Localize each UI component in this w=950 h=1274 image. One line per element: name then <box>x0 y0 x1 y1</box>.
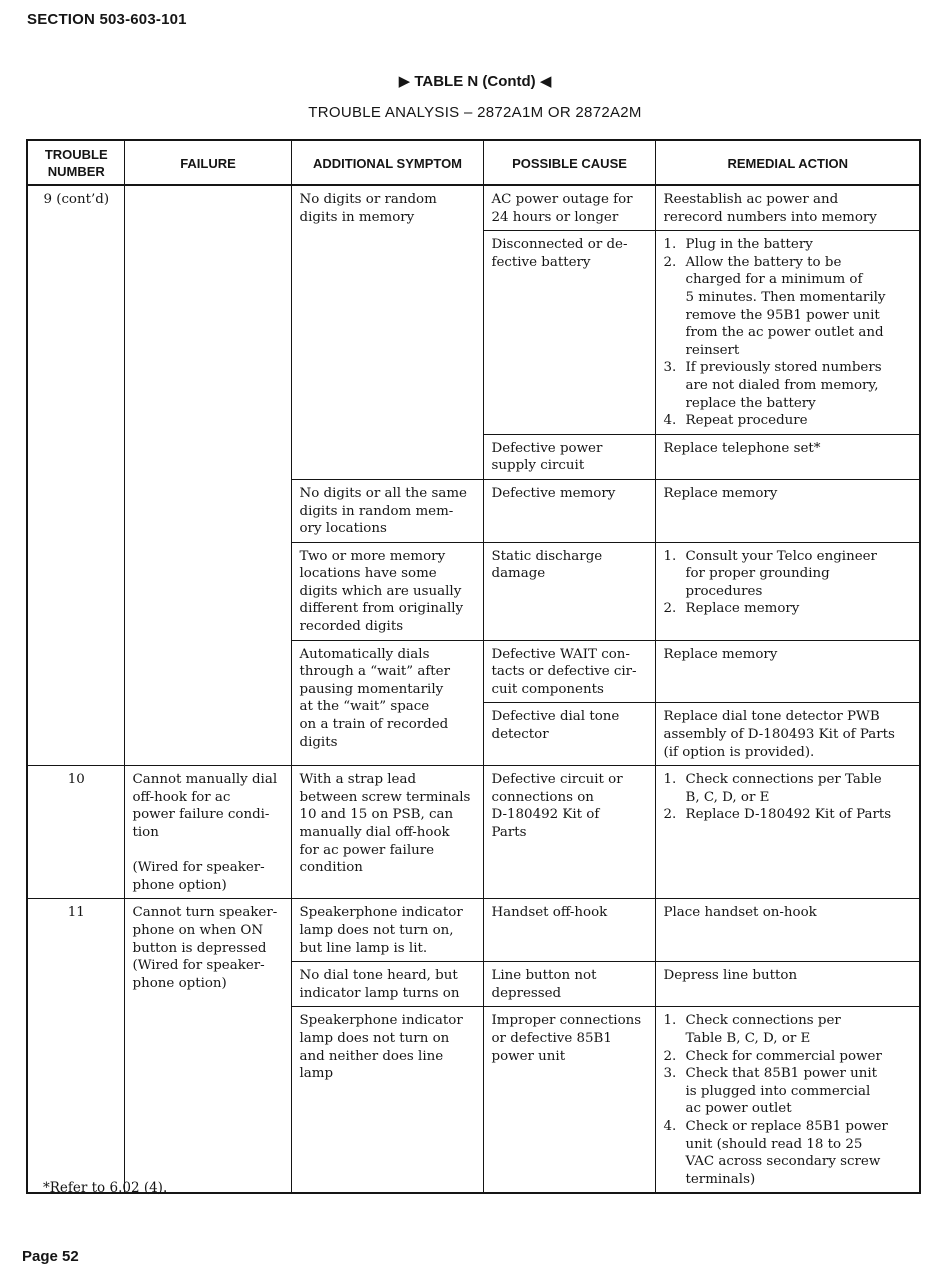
remedial-action-cell <box>655 1007 920 1193</box>
failure-text: phone option) <box>132 975 227 991</box>
remedial-step <box>664 1012 913 1047</box>
cause-cell <box>483 185 655 231</box>
step-text: replace the battery <box>685 395 816 411</box>
step-number: 2. <box>663 601 677 617</box>
remedial-step <box>664 1118 913 1188</box>
step-text: are not dialed from memory, <box>685 377 879 393</box>
step-text: for proper grounding <box>685 566 830 582</box>
remedial-step <box>664 548 913 601</box>
symptom-text: on a train of recorded <box>299 717 449 733</box>
remedial-action-cell <box>655 185 920 231</box>
cause-cell <box>483 434 655 479</box>
column-header: ADDITIONAL SYMPTOM <box>291 140 483 185</box>
symptom-text: No digits or all the same <box>299 485 467 501</box>
step-text: Check or replace 85B1 power <box>685 1118 888 1134</box>
symptom-text: No digits or random <box>299 192 437 207</box>
failure-cell <box>124 766 291 899</box>
cause-text: supply circuit <box>491 458 585 474</box>
action-text: (if option is provided). <box>663 744 815 760</box>
cause-cell <box>483 1007 655 1193</box>
remedial-step <box>664 806 913 824</box>
step-text: Replace memory <box>685 601 800 617</box>
symptom-cell <box>291 479 483 542</box>
step-number: 1. <box>663 237 677 253</box>
step-text: remove the 95B1 power unit <box>685 307 880 323</box>
remedial-steps-list <box>664 236 913 430</box>
symptom-cell <box>291 1007 483 1193</box>
step-text: procedures <box>685 583 763 599</box>
cause-text: tacts or defective cir- <box>491 664 637 680</box>
step-number: 3. <box>663 1066 677 1082</box>
footnote: *Refer to 6.02 (4). <box>43 1180 168 1196</box>
symptom-text: and neither does line <box>299 1048 444 1064</box>
table-row <box>27 185 920 231</box>
step-number: 2. <box>663 254 677 270</box>
action-text: Depress line button <box>663 968 798 984</box>
step-number: 3. <box>663 360 677 376</box>
cause-text: connections on <box>491 789 594 805</box>
step-text: If previously stored numbers <box>685 360 882 376</box>
symptom-cell <box>291 766 483 899</box>
cause-text: fective battery <box>491 254 591 270</box>
cause-text: detector <box>491 727 549 743</box>
action-text: Place handset on-hook <box>663 905 817 921</box>
symptom-cell <box>291 640 483 766</box>
symptom-text: Speakerphone indicator <box>299 1013 463 1029</box>
action-text: Replace memory <box>663 485 778 501</box>
table-title: ▶ TABLE N (Contd) ◀ <box>398 73 552 90</box>
table-body <box>27 185 920 1193</box>
step-text: 5 minutes. Then momentarily <box>685 289 886 305</box>
symptom-text: manually dial off-hook <box>299 825 450 840</box>
remedial-steps-list <box>664 1012 913 1188</box>
symptom-text: at the “wait” space <box>299 699 430 715</box>
cause-cell <box>483 703 655 766</box>
cause-text: Defective WAIT con- <box>491 646 630 662</box>
step-text: Check that 85B1 power unit <box>685 1066 878 1082</box>
symptom-text: No dial tone heard, but <box>299 968 458 984</box>
cause-text: power unit <box>491 1048 566 1064</box>
action-text: Replace dial tone detector PWB <box>663 709 880 725</box>
symptom-text: digits in memory <box>299 209 415 225</box>
cause-text: or defective 85B1 <box>491 1030 612 1046</box>
action-text: Replace telephone set* <box>663 440 821 456</box>
failure-text: Cannot manually dial <box>132 772 278 788</box>
failure-cell <box>124 185 291 766</box>
cause-cell <box>483 766 655 899</box>
step-text: reinsert <box>685 342 740 358</box>
cause-cell <box>483 899 655 962</box>
table-row <box>27 899 920 962</box>
cause-text: D-180492 Kit of <box>491 807 600 823</box>
failure-text: (Wired for speaker- <box>132 860 265 876</box>
trouble-analysis-table <box>26 139 921 1194</box>
symptom-text: Two or more memory <box>299 548 446 564</box>
step-text: Check for commercial power <box>685 1048 882 1064</box>
cause-cell <box>483 962 655 1007</box>
remedial-step <box>664 359 913 412</box>
symptom-text: condition <box>299 860 363 876</box>
symptom-text: ory locations <box>299 521 387 537</box>
action-text: rerecord numbers into memory <box>663 209 877 225</box>
cause-text: Line button not <box>491 968 597 984</box>
symptom-text: through a “wait” after <box>299 664 450 680</box>
remedial-action-cell <box>655 703 920 766</box>
step-text: Repeat procedure <box>685 413 808 429</box>
symptom-cell <box>291 899 483 962</box>
cause-cell <box>483 479 655 542</box>
step-number: 1. <box>663 772 677 788</box>
column-header: POSSIBLE CAUSE <box>483 140 655 185</box>
remedial-step <box>664 600 913 618</box>
symptom-text: different from originally <box>299 601 464 617</box>
remedial-step <box>664 412 913 430</box>
symptom-text: locations have some <box>299 566 437 582</box>
remedial-step <box>664 254 913 360</box>
remedial-action-cell <box>655 766 920 899</box>
symptom-text: for ac power failure <box>299 842 435 858</box>
cause-text: depressed <box>491 985 562 1001</box>
action-text: Replace memory <box>663 646 778 662</box>
step-text: charged for a minimum of <box>685 272 863 288</box>
symptom-cell <box>291 962 483 1007</box>
cause-text: Improper connections <box>491 1013 642 1029</box>
symptom-text: Speakerphone indicator <box>299 905 463 921</box>
step-text: Replace D-180492 Kit of Parts <box>685 807 892 823</box>
cause-text: Defective power <box>491 440 603 456</box>
failure-text: (Wired for speaker- <box>132 958 265 974</box>
failure-text: phone option) <box>132 877 227 893</box>
failure-text: power failure condi- <box>132 807 270 823</box>
cause-text: Defective dial tone <box>491 709 620 725</box>
step-text: from the ac power outlet and <box>685 325 884 341</box>
failure-text: off-hook for ac <box>132 789 231 805</box>
table-header-row <box>27 140 920 185</box>
trouble-number-cell: 9 (cont’d) <box>27 185 124 766</box>
failure-text <box>133 842 284 860</box>
cause-text: Static discharge <box>491 548 603 564</box>
step-text: Allow the battery to be <box>685 254 842 270</box>
step-text: is plugged into commercial <box>685 1083 871 1099</box>
cause-cell <box>483 231 655 435</box>
trouble-number-cell: 10 <box>27 766 124 899</box>
action-text: assembly of D-180493 Kit of Parts <box>663 727 895 743</box>
cause-cell <box>483 542 655 640</box>
step-text: Plug in the battery <box>685 237 813 253</box>
symptom-text: With a strap lead <box>299 772 417 788</box>
cause-text: Handset off-hook <box>491 905 608 921</box>
failure-cell <box>124 899 291 1193</box>
remedial-action-cell <box>655 434 920 479</box>
column-header: FAILURE <box>124 140 291 185</box>
symptom-text: digits <box>299 734 338 750</box>
remedial-action-cell <box>655 479 920 542</box>
step-text: unit (should read 18 to 25 <box>685 1136 863 1152</box>
symptom-text: lamp does not turn on <box>299 1030 450 1046</box>
step-text: Check connections per Table <box>685 772 882 788</box>
step-number: 1. <box>663 548 677 564</box>
section-header: SECTION 503-603-101 <box>27 11 187 28</box>
symptom-cell <box>291 185 483 479</box>
trouble-number-cell: 11 <box>27 899 124 1193</box>
remedial-action-cell <box>655 640 920 703</box>
cause-text: Parts <box>491 825 527 840</box>
symptom-text: Automatically dials <box>299 646 430 662</box>
symptom-cell <box>291 542 483 640</box>
failure-text: button is depressed <box>132 940 267 956</box>
cause-text: damage <box>491 566 546 582</box>
column-header: REMEDIAL ACTION <box>655 140 920 185</box>
step-text: B, C, D, or E <box>685 789 770 805</box>
cause-text: Defective memory <box>491 485 616 501</box>
cause-text: 24 hours or longer <box>491 209 619 225</box>
remedial-step <box>664 1065 913 1118</box>
remedial-action-cell <box>655 899 920 962</box>
remedial-action-cell <box>655 962 920 1007</box>
step-text: Check connections per <box>685 1013 841 1029</box>
column-header: TROUBLE NUMBER <box>27 140 124 185</box>
step-number: 2. <box>663 1048 677 1064</box>
remedial-step <box>664 771 913 806</box>
page-number: Page 52 <box>22 1248 79 1265</box>
step-text: ac power outlet <box>685 1101 792 1117</box>
step-number: 2. <box>663 807 677 823</box>
symptom-text: digits which are usually <box>299 583 462 599</box>
step-number: 1. <box>663 1013 677 1029</box>
symptom-text: but line lamp is lit. <box>299 940 428 956</box>
symptom-text: lamp <box>299 1066 334 1082</box>
remedial-action-cell <box>655 231 920 435</box>
remedial-step <box>664 236 913 254</box>
step-number: 4. <box>663 1118 677 1134</box>
cause-text: Disconnected or de- <box>491 237 628 253</box>
cause-text: Defective circuit or <box>491 772 623 788</box>
remedial-steps-list <box>664 771 913 824</box>
symptom-text: between screw terminals <box>299 789 471 805</box>
remedial-steps-list <box>664 548 913 618</box>
step-text: Table B, C, D, or E <box>685 1030 811 1046</box>
step-text: Consult your Telco engineer <box>685 548 877 564</box>
step-text: terminals) <box>685 1171 756 1187</box>
symptom-text: digits in random mem- <box>299 503 454 519</box>
symptom-text: 10 and 15 on PSB, can <box>299 807 454 823</box>
table-subtitle: TROUBLE ANALYSIS – 2872A1M OR 2872A2M <box>308 104 642 121</box>
remedial-step <box>664 1048 913 1066</box>
failure-text: Cannot turn speaker- <box>132 905 278 921</box>
failure-text: phone on when ON <box>132 922 264 938</box>
symptom-text: pausing momentarily <box>299 681 444 697</box>
step-number: 4. <box>663 413 677 429</box>
cause-cell <box>483 640 655 703</box>
action-text: Reestablish ac power and <box>663 192 839 207</box>
table-row <box>27 766 920 899</box>
remedial-action-cell <box>655 542 920 640</box>
symptom-text: recorded digits <box>299 619 404 635</box>
cause-text: cuit components <box>491 681 604 697</box>
symptom-text: indicator lamp turns on <box>299 985 460 1001</box>
failure-text: tion <box>132 825 159 840</box>
cause-text: AC power outage for <box>491 192 633 207</box>
step-text: VAC across secondary screw <box>685 1154 881 1170</box>
symptom-text: lamp does not turn on, <box>299 922 454 938</box>
